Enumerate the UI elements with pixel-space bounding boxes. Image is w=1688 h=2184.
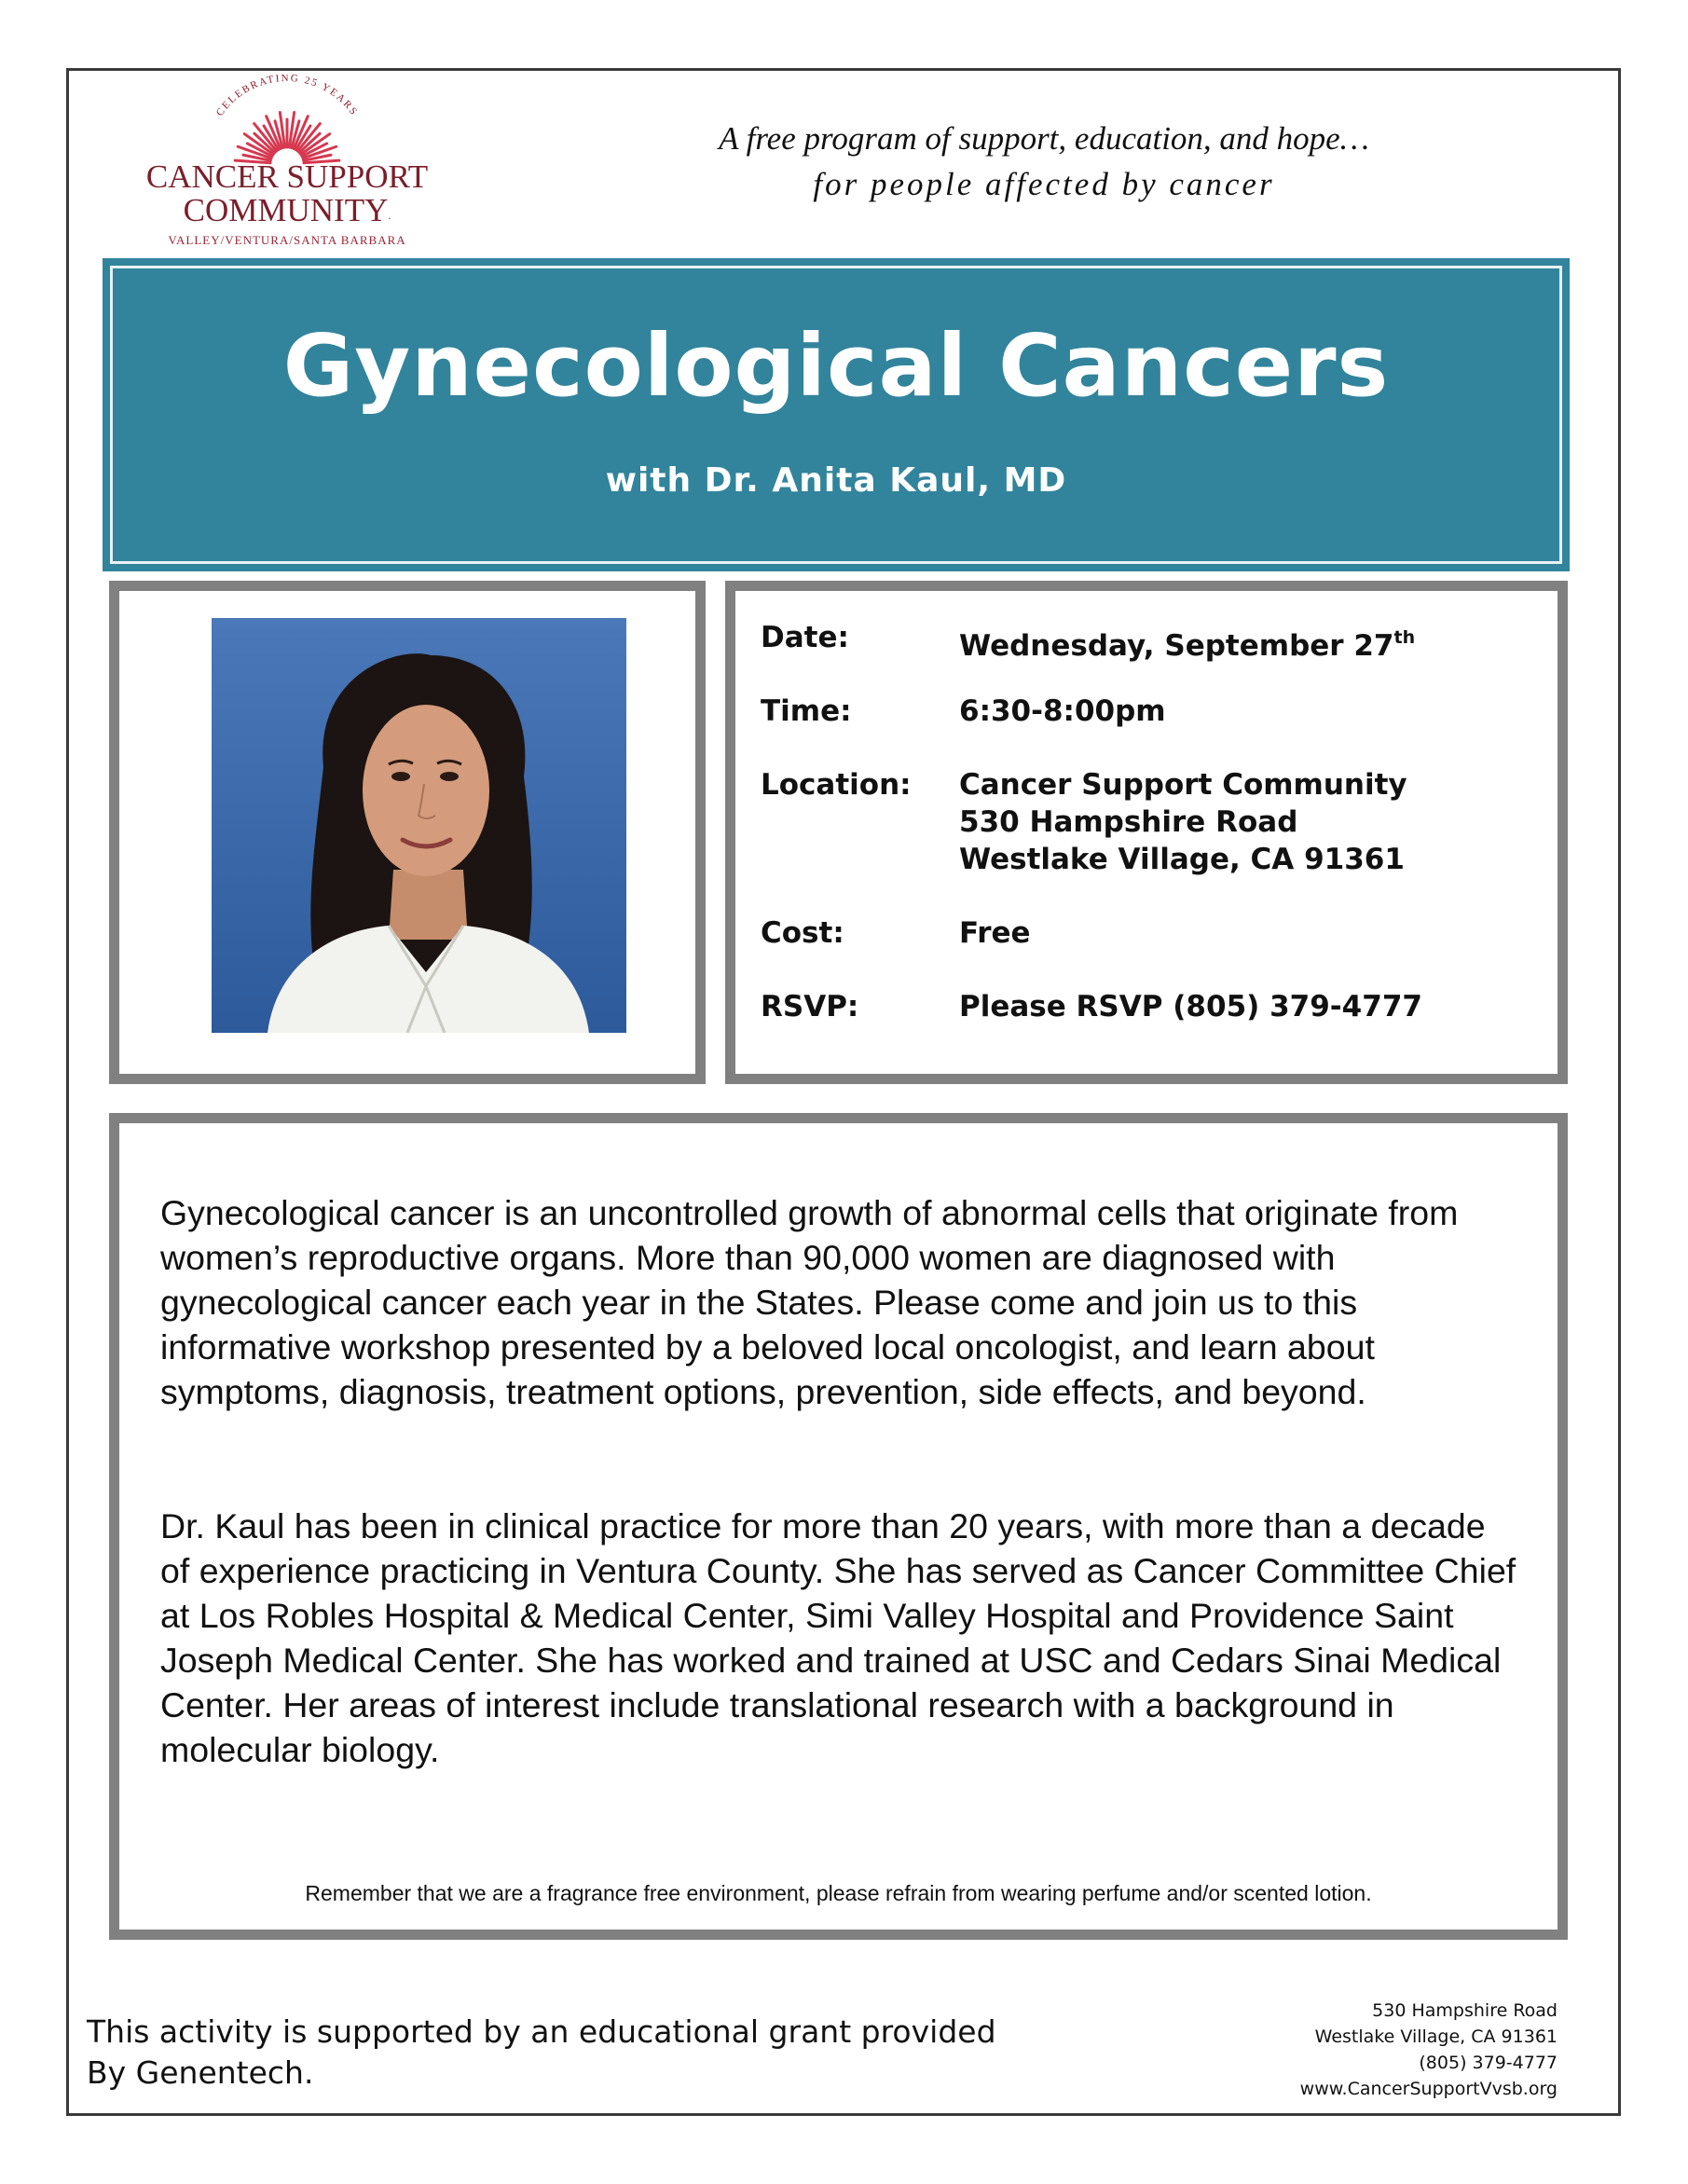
grant-line1: This activity is supported by an educational grant provided	[87, 2013, 996, 2050]
event-details	[725, 581, 1568, 1084]
grant-line2: By Genentech.	[87, 2054, 314, 2091]
fragrance-free-note: Remember that we are a fragrance free environment, please refrain from wearing perfume and/or scented lotion.	[305, 1881, 1372, 1905]
logo-subtitle: VALLEY/VENTURA/SANTA BARBARA	[168, 233, 406, 247]
tagline-line1: A free program of support, education, and hope…	[719, 120, 1369, 157]
speaker-bio-paragraph: Dr. Kaul has been in clinical practice for more than 20 years, with more than a decade of experience practicing in Ventura County. She has served as Cancer Committee Chief at Los Robles Hospital & Medical Center, Simi Valley Hospital and Providence Saint Joseph Medical Center. She has worked and trained at USC and Cedars Sinai Medical Center. Her areas of interest include translational research with a background in molecular biology.	[160, 1506, 1516, 1769]
location-line2: 530 Hampshire Road	[959, 805, 1298, 839]
description-box	[109, 1113, 1568, 1940]
time-value: 6:30-8:00pm	[959, 694, 1166, 728]
date-value: Wednesday, September 27th	[959, 627, 1416, 663]
tagline-line2: for people affected by cancer	[813, 166, 1275, 202]
date-label: Date:	[761, 621, 849, 654]
cost-label: Cost:	[761, 916, 844, 950]
description-paragraph: Gynecological cancer is an uncontrolled growth of abnormal cells that originate from women’s reproductive organs. More than 90,000 women are diagnosed with gynecological cancer each year in the States. Please come and join us to this informative workshop presented by a beloved local oncologist, and learn about symptoms, diagnosis, treatment options, prevention, side effects, and beyond.	[160, 1193, 1459, 1411]
contact-website: www.CancerSupportVvsb.org	[1299, 2079, 1558, 2099]
rsvp-value: Please RSVP (805) 379-4777	[959, 990, 1422, 1023]
location-label: Location:	[761, 768, 912, 802]
photo-frame	[109, 581, 706, 1084]
cancer-support-community-logo	[129, 75, 446, 252]
time-label: Time:	[761, 694, 852, 728]
contact-city: Westlake Village, CA 91361	[1314, 2026, 1558, 2047]
logo-name-line1: CANCER SUPPORT	[145, 158, 429, 195]
contact-address: 530 Hampshire Road	[1372, 2000, 1558, 2021]
event-speaker: with Dr. Anita Kaul, MD	[605, 461, 1067, 500]
rsvp-label: RSVP:	[761, 990, 859, 1023]
contact-phone: (805) 379-4777	[1419, 2053, 1558, 2073]
cost-value: Free	[959, 916, 1031, 950]
event-title: Gynecological Cancers	[282, 316, 1390, 416]
title-banner	[103, 258, 1570, 571]
grant-acknowledgement	[87, 2012, 996, 2094]
logo-name-line2: COMMUNITY.	[183, 192, 391, 228]
speaker-portrait	[212, 618, 626, 1033]
contact-info	[1300, 1998, 1558, 2102]
location-line3: Westlake Village, CA 91361	[959, 843, 1405, 876]
location-line1: Cancer Support Community	[959, 768, 1407, 802]
svg-text:CELEBRATING 25 YEARS: CELEBRATING 25 YEARS	[213, 75, 361, 118]
sunburst-icon	[129, 75, 446, 168]
